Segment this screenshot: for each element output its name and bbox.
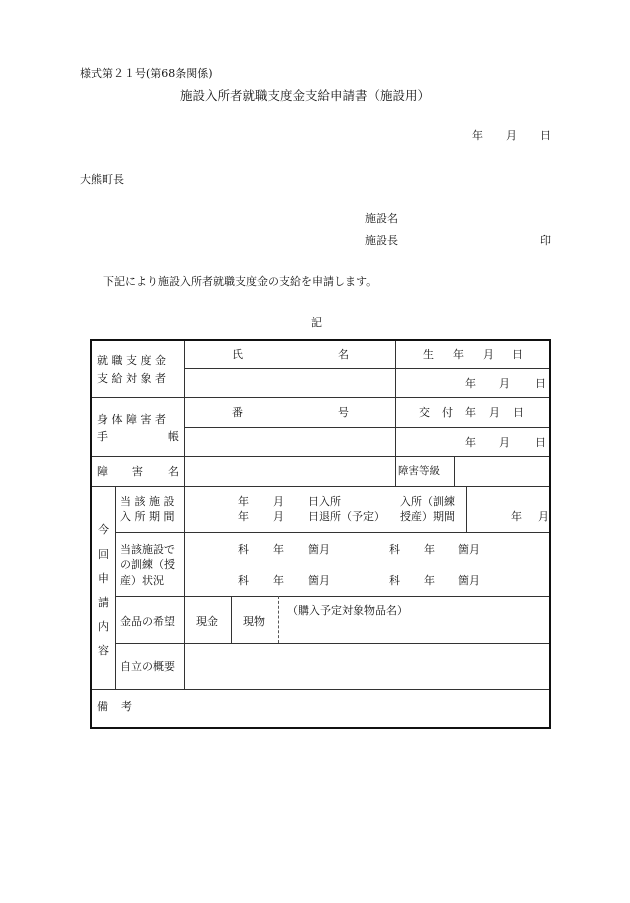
- issue-label-4: 月: [489, 406, 500, 419]
- entry-month: 月: [273, 495, 284, 508]
- training-row2-cell: 箇月: [458, 574, 480, 587]
- row-divider: [92, 689, 549, 690]
- training-row1-cell: 箇月: [458, 543, 480, 556]
- training-month-unit: 月: [538, 510, 549, 523]
- number-label-2: 号: [338, 406, 349, 419]
- col-divider: [395, 341, 396, 456]
- disability-label-2: 害: [132, 465, 143, 478]
- issue-year-unit: 年: [465, 436, 476, 449]
- planned-items-label: （購入予定対象物品名）: [287, 604, 408, 617]
- disability-label-3: 名: [168, 465, 179, 478]
- issue-label-2: 付: [442, 406, 453, 419]
- subject-label-line1: 就 職 支 度 金: [97, 354, 166, 367]
- birth-day-unit: 日: [535, 377, 546, 390]
- document-title: 施設入所者就職支度金支給申請書（施設用）: [180, 88, 431, 103]
- training-period-line2: 授産）期間: [400, 510, 455, 523]
- stay-label-line2: 入 所 期 間: [120, 510, 175, 523]
- date-year: 年: [472, 129, 483, 142]
- application-form-table: [90, 339, 551, 729]
- training-row2-cell: 科: [389, 574, 400, 587]
- training-label-line1: 当該施設で: [120, 543, 175, 556]
- training-period-line1: 入所（訓練: [400, 495, 455, 508]
- col-divider: [231, 596, 232, 643]
- remarks-label-1: 備: [97, 700, 108, 713]
- training-row1-cell: 科: [238, 543, 249, 556]
- row-divider: [115, 643, 549, 644]
- row-divider: [115, 596, 549, 597]
- handbook-label-line2b: 帳: [168, 430, 179, 443]
- ki-mark: 記: [311, 316, 322, 329]
- exit-month: 月: [273, 510, 284, 523]
- disability-grade-label: 障害等級: [398, 465, 440, 477]
- form-number: 様式第２１号(第68条関係): [80, 67, 213, 80]
- training-row2-cell: 年: [273, 574, 284, 587]
- goods-item-option: 現物: [243, 615, 265, 628]
- request-text: 下記により施設入所者就職支度金の支給を申請します。: [103, 275, 378, 288]
- handbook-label-line2a: 手: [97, 430, 108, 443]
- name-label-2: 名: [338, 348, 349, 361]
- row-divider: [92, 486, 549, 487]
- issue-day-unit: 日: [535, 436, 546, 449]
- disability-label-1: 障: [97, 465, 108, 478]
- issue-label-3: 年: [465, 406, 476, 419]
- training-row2-cell: 年: [424, 574, 435, 587]
- row-divider: [92, 456, 549, 457]
- goods-wish-label: 金品の希望: [120, 615, 175, 628]
- birth-month-unit: 月: [499, 377, 510, 390]
- birth-label-4: 日: [512, 348, 523, 361]
- training-row2-cell: 箇月: [308, 574, 330, 587]
- training-row1-cell: 箇月: [308, 543, 330, 556]
- side-label-char: 今: [98, 523, 109, 536]
- issue-label-1: 交: [419, 406, 430, 419]
- addressee: 大熊町長: [80, 173, 124, 186]
- training-row2-cell: 科: [238, 574, 249, 587]
- training-row1-cell: 年: [273, 543, 284, 556]
- exit-day: 日退所（予定）: [308, 510, 385, 523]
- training-year-unit: 年: [511, 510, 522, 523]
- entry-day: 日入所: [308, 495, 341, 508]
- side-label-char: 容: [98, 644, 109, 657]
- side-label-char: 請: [98, 596, 109, 609]
- facility-name-label: 施設名: [365, 212, 398, 225]
- birth-year-unit: 年: [465, 377, 476, 390]
- col-divider: [184, 341, 185, 689]
- row-divider: [115, 532, 549, 533]
- row-divider: [184, 427, 549, 428]
- number-label-1: 番: [232, 406, 243, 419]
- independence-overview-label: 自立の概要: [120, 660, 175, 673]
- birth-label-1: 生: [423, 348, 434, 361]
- training-label-line3: 産）状況: [120, 574, 164, 587]
- subject-label-line2: 支 給 対 象 者: [97, 372, 166, 385]
- training-label-line2: の訓練（授: [120, 558, 175, 571]
- col-divider: [115, 486, 116, 689]
- dashed-divider: [278, 596, 279, 643]
- birth-label-3: 月: [483, 348, 494, 361]
- handbook-label-line1: 身 体 障 害 者: [97, 413, 166, 426]
- facility-head-label: 施設長: [365, 234, 398, 247]
- col-divider: [466, 486, 467, 532]
- stay-label-line1: 当 該 施 設: [120, 495, 175, 508]
- col-divider: [454, 456, 455, 486]
- training-row1-cell: 年: [424, 543, 435, 556]
- exit-year: 年: [238, 510, 249, 523]
- row-divider: [184, 368, 549, 369]
- row-divider: [92, 397, 549, 398]
- issue-month-unit: 月: [499, 436, 510, 449]
- date-month: 月: [506, 129, 517, 142]
- name-label-1: 氏: [232, 348, 243, 361]
- side-label-char: 申: [98, 572, 109, 585]
- side-label-char: 内: [98, 620, 109, 633]
- issue-label-5: 日: [513, 406, 524, 419]
- date-day: 日: [540, 129, 551, 142]
- training-row1-cell: 科: [389, 543, 400, 556]
- birth-label-2: 年: [453, 348, 464, 361]
- entry-year: 年: [238, 495, 249, 508]
- side-label-char: 回: [98, 548, 109, 561]
- goods-cash-option: 現金: [196, 615, 218, 628]
- remarks-label-2: 考: [121, 700, 132, 713]
- col-divider: [395, 456, 396, 486]
- seal-mark: 印: [540, 234, 551, 247]
